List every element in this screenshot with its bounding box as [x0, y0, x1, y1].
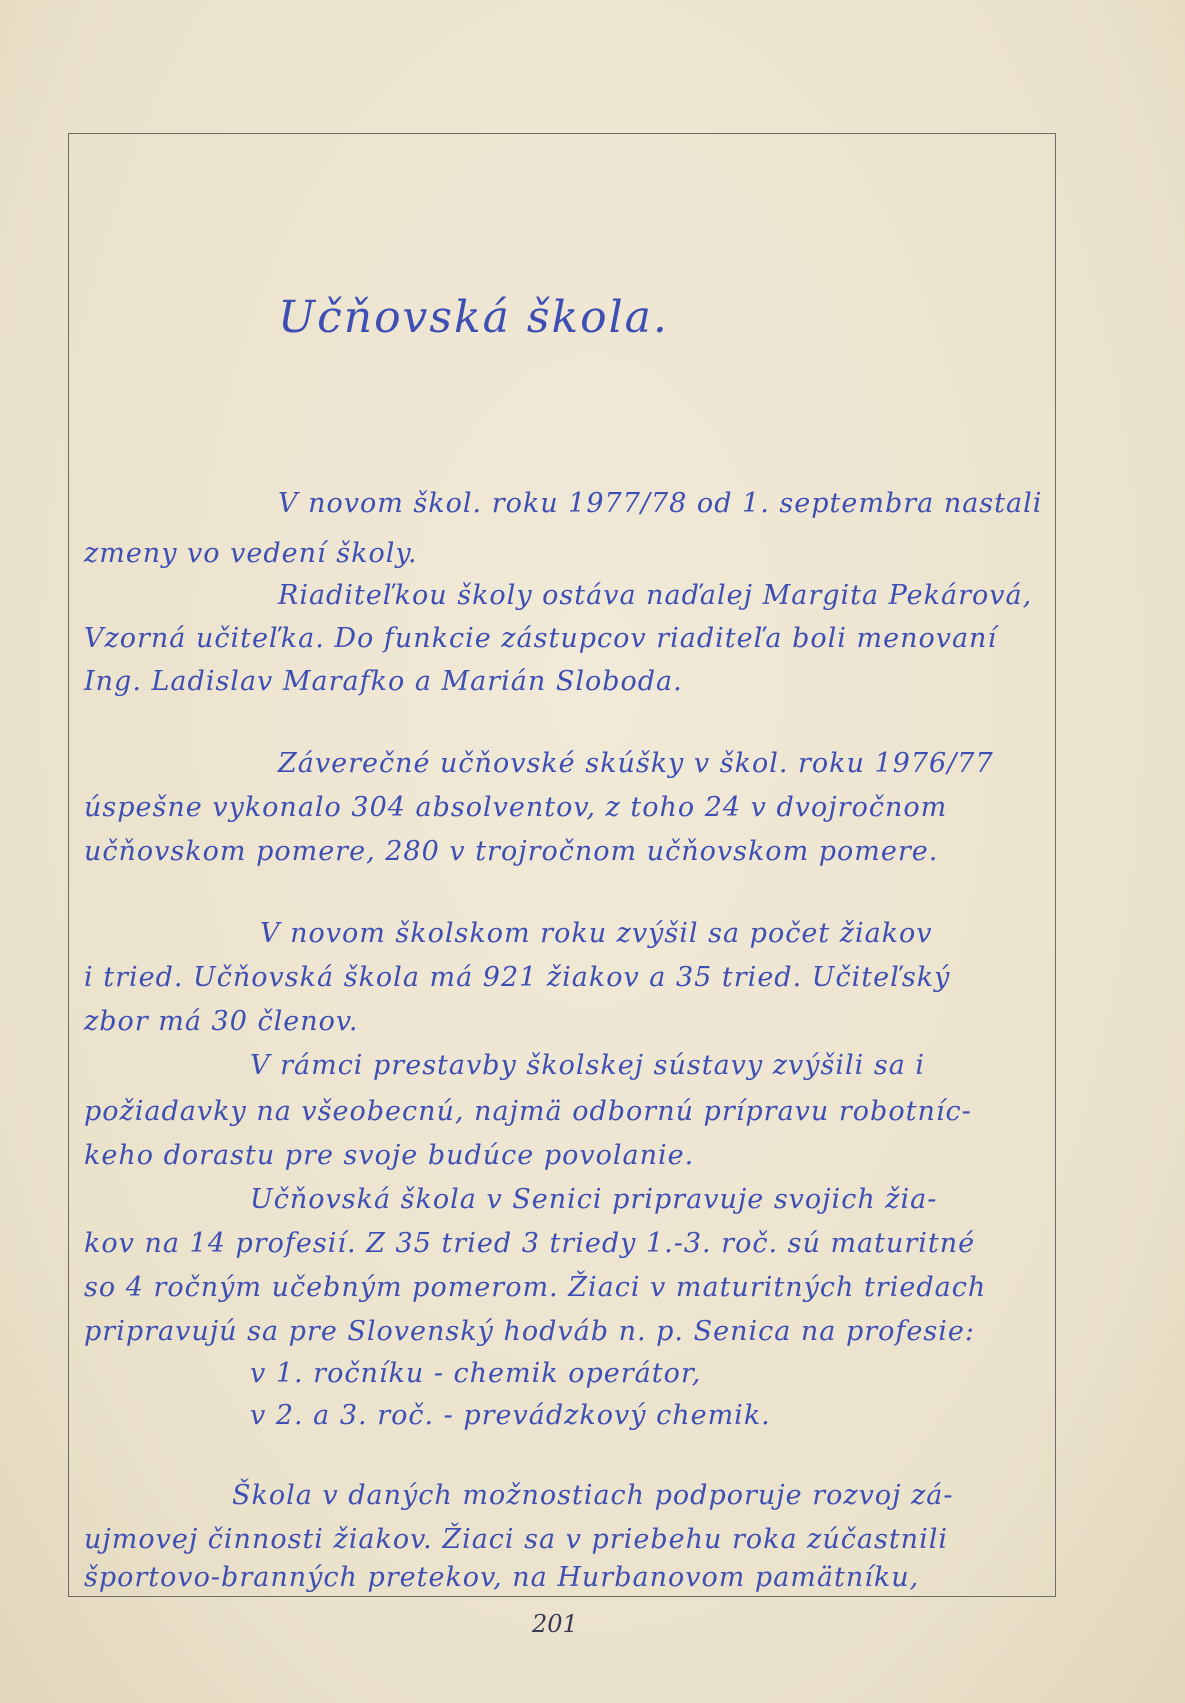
text-line: Záverečné učňovské skúšky v škol. roku 1976/77	[278, 748, 994, 779]
page-number: 201	[532, 1610, 578, 1638]
text-line: V novom škol. roku 1977/78 od 1. septembra nastali	[278, 488, 1043, 519]
text-line: Ing. Ladislav Marafko a Marián Sloboda.	[84, 666, 683, 697]
page-title: Učňovská škola.	[278, 292, 669, 343]
text-line: zmeny vo vedení školy.	[84, 538, 418, 569]
text-line: pripravujú sa pre Slovenský hodváb n. p. Senica na profesie:	[84, 1316, 975, 1347]
text-line: keho dorastu pre svoje budúce povolanie.	[84, 1140, 695, 1171]
text-line: Vzorná učiteľka. Do funkcie zástupcov riaditeľa boli menovaní	[84, 623, 998, 654]
text-line: V novom školskom roku zvýšil sa počet žiakov	[260, 918, 933, 949]
text-line: úspešne vykonalo 304 absolventov, z toho 24 v dvojročnom	[84, 792, 948, 823]
text-line: zbor má 30 členov.	[84, 1006, 359, 1037]
text-line: so 4 ročným učebným pomerom. Žiaci v maturitných triedach	[84, 1272, 987, 1303]
text-line: v 2. a 3. roč. - prevádzkový chemik.	[250, 1400, 771, 1431]
text-line: V rámci prestavby školskej sústavy zvýšili sa i	[250, 1050, 926, 1081]
text-line: kov na 14 profesií. Z 35 tried 3 triedy 1.-3. roč. sú maturitné	[84, 1228, 976, 1259]
text-line: Škola v daných možnostiach podporuje rozvoj zá-	[232, 1480, 954, 1511]
text-line: požiadavky na všeobecnú, najmä odbornú prípravu robotníc-	[84, 1096, 972, 1127]
text-line: Učňovská škola v Senici pripravuje svojich žia-	[250, 1184, 938, 1215]
text-line: ujmovej činnosti žiakov. Žiaci sa v priebehu roka zúčastnili	[84, 1524, 948, 1555]
text-line: učňovskom pomere, 280 v trojročnom učňovskom pomere.	[84, 836, 939, 867]
text-line: v 1. ročníku - chemik operátor,	[250, 1358, 702, 1389]
text-line: i tried. Učňovská škola má 921 žiakov a 35 tried. Učiteľský	[84, 962, 951, 993]
text-line: Riaditeľkou školy ostáva naďalej Margita Pekárová,	[278, 580, 1033, 611]
text-line: športovo-branných pretekov, na Hurbanovom pamätníku,	[84, 1562, 920, 1593]
